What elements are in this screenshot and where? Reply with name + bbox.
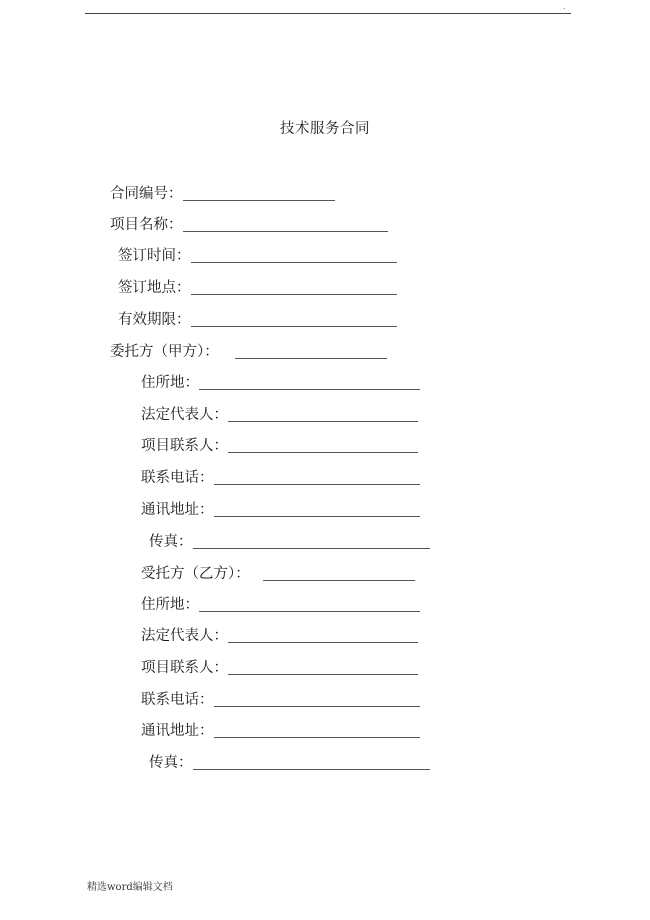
header-mark: .: [563, 2, 566, 11]
header-rule: [85, 13, 571, 14]
party-a-legal-rep-label: 法定代表人：: [141, 407, 228, 423]
party-a-name-blank[interactable]: [235, 358, 387, 359]
sign-time-label: 签订时间：: [118, 248, 191, 264]
party-a-heading: 委托方（甲方）：: [110, 344, 219, 360]
party-a-contact-blank[interactable]: [228, 452, 418, 453]
document-title: 技术服务合同: [280, 121, 370, 137]
party-b-residence-label: 住所地：: [141, 597, 199, 613]
party-b-heading: 受托方（乙方）：: [141, 566, 250, 582]
project-name-field: [110, 211, 388, 235]
party-a-phone-label: 联系电话：: [141, 470, 214, 486]
party-a-residence-label: 住所地：: [141, 375, 199, 391]
party-a-legal-rep-field: [141, 401, 418, 425]
party-a-contact-field: [141, 432, 418, 456]
footer-note: 精选word编辑文档: [87, 882, 173, 893]
party-a-contact-label: 项目联系人：: [141, 438, 228, 454]
party-a-fax-blank[interactable]: [193, 548, 430, 549]
party-b-legal-rep-blank[interactable]: [228, 642, 418, 643]
party-a-residence-blank[interactable]: [199, 389, 420, 390]
contract-number-label: 合同编号：: [110, 186, 183, 202]
project-name-label: 项目名称：: [110, 217, 183, 233]
sign-place-field: [118, 274, 397, 298]
valid-period-label: 有效期限：: [118, 312, 191, 328]
party-b-heading-field: [141, 560, 415, 584]
party-b-contact-label: 项目联系人：: [141, 660, 228, 676]
party-b-phone-field: [141, 686, 420, 710]
sign-time-blank[interactable]: [191, 262, 397, 263]
party-b-phone-blank[interactable]: [214, 706, 420, 707]
party-b-contact-blank[interactable]: [228, 674, 418, 675]
valid-period-blank[interactable]: [191, 326, 397, 327]
party-b-fax-field: [149, 749, 430, 773]
party-b-name-blank[interactable]: [263, 580, 415, 581]
sign-place-label: 签订地点：: [118, 280, 191, 296]
sign-place-blank[interactable]: [191, 294, 397, 295]
valid-period-field: [118, 306, 397, 330]
party-a-phone-field: [141, 464, 420, 488]
contract-number-blank[interactable]: [183, 200, 335, 201]
party-a-phone-blank[interactable]: [214, 484, 420, 485]
party-b-legal-rep-label: 法定代表人：: [141, 628, 228, 644]
party-a-heading-field: [110, 338, 387, 362]
party-b-address-blank[interactable]: [214, 737, 420, 738]
party-b-legal-rep-field: [141, 622, 418, 646]
party-b-address-label: 通讯地址：: [141, 723, 214, 739]
project-name-blank[interactable]: [183, 231, 388, 232]
party-a-residence-field: [141, 369, 420, 393]
party-a-fax-label: 传真：: [149, 534, 193, 550]
party-b-fax-blank[interactable]: [193, 769, 430, 770]
party-b-residence-blank[interactable]: [199, 611, 420, 612]
party-b-phone-label: 联系电话：: [141, 692, 214, 708]
contract-number-field: [110, 180, 335, 204]
sign-time-field: [118, 242, 397, 266]
party-a-fax-field: [149, 528, 430, 552]
party-b-contact-field: [141, 654, 418, 678]
party-a-address-blank[interactable]: [214, 516, 420, 517]
party-a-legal-rep-blank[interactable]: [228, 421, 418, 422]
party-a-address-field: [141, 496, 420, 520]
party-a-address-label: 通讯地址：: [141, 502, 214, 518]
party-b-residence-field: [141, 591, 420, 615]
party-b-fax-label: 传真：: [149, 755, 193, 771]
party-b-address-field: [141, 717, 420, 741]
